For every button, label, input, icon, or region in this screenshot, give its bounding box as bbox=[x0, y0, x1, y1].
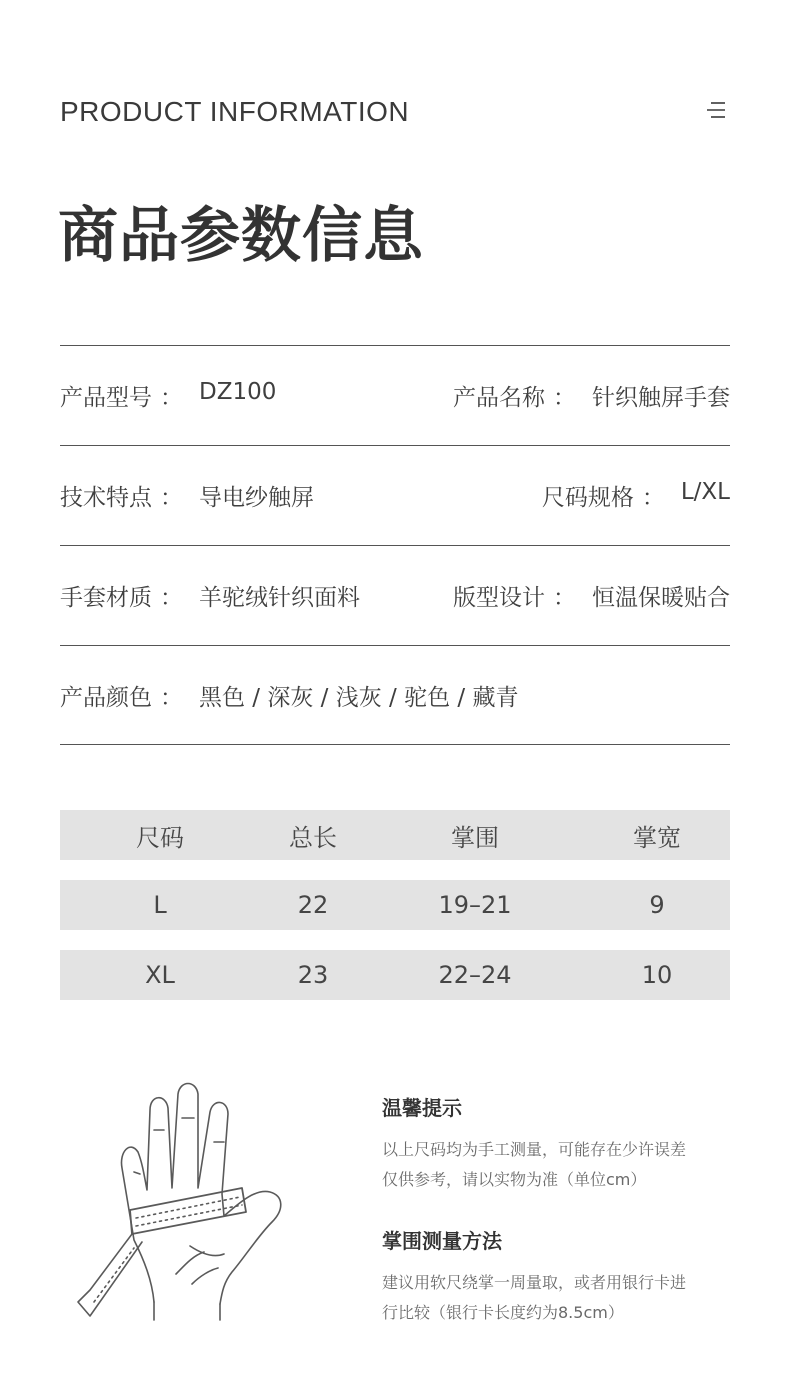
param-label: 产品颜色 bbox=[60, 684, 152, 711]
param-value: 导电纱触屏 bbox=[199, 485, 314, 511]
param-separator: ： bbox=[160, 585, 183, 611]
param-label: 尺码规格 bbox=[541, 485, 634, 511]
method-block bbox=[382, 1225, 727, 1328]
section-eyebrow: PRODUCT INFORMATION bbox=[60, 96, 410, 127]
menu-lines-icon[interactable] bbox=[705, 101, 727, 119]
param-tech bbox=[60, 479, 314, 512]
param-row bbox=[60, 545, 730, 645]
param-separator: ： bbox=[160, 385, 183, 411]
table-row bbox=[60, 950, 730, 1000]
method-line: 建议用软尺绕掌一周量取，或者用银行卡进 bbox=[382, 1273, 687, 1292]
table-header-cell: 掌宽 bbox=[633, 823, 681, 852]
table-cell: XL bbox=[145, 961, 175, 989]
param-value: 恒温保暖贴合 bbox=[592, 585, 730, 611]
notice-block bbox=[382, 1092, 727, 1195]
param-separator: ： bbox=[553, 585, 576, 611]
product-params bbox=[60, 345, 730, 745]
param-row bbox=[60, 445, 730, 545]
param-value: 针织触屏手套 bbox=[592, 385, 730, 411]
param-label: 版型设计 bbox=[453, 585, 545, 611]
param-name bbox=[453, 379, 730, 412]
table-cell: 10 bbox=[641, 961, 673, 989]
table-header-cell: 尺码 bbox=[136, 823, 184, 852]
method-heading: 掌围测量方法 bbox=[382, 1229, 502, 1253]
param-label: 产品型号 bbox=[60, 385, 152, 411]
table-header-cell: 掌围 bbox=[451, 823, 499, 852]
param-label: 技术特点 bbox=[60, 485, 152, 511]
table-row bbox=[60, 880, 730, 930]
table-cell: 9 bbox=[649, 891, 665, 919]
param-value: L/XL bbox=[680, 479, 730, 505]
param-value: 黑色 / 深灰 / 浅灰 / 驼色 / 藏青 bbox=[199, 684, 519, 711]
param-material bbox=[60, 579, 360, 612]
size-table bbox=[60, 810, 730, 1020]
size-table-header bbox=[60, 810, 730, 860]
param-fit bbox=[453, 579, 730, 612]
table-header-cell: 总长 bbox=[289, 823, 337, 852]
method-line: 行比较（银行卡长度约为8.5cm） bbox=[382, 1303, 624, 1322]
param-label: 产品名称 bbox=[453, 385, 545, 411]
param-value: 羊驼绒针织面料 bbox=[199, 585, 360, 611]
page-title: 商品参数信息 bbox=[58, 201, 424, 271]
table-cell: L bbox=[153, 891, 167, 919]
table-cell: 22 bbox=[297, 891, 329, 919]
param-separator: ： bbox=[553, 385, 576, 411]
param-separator: ： bbox=[641, 485, 665, 511]
notice-heading: 温馨提示 bbox=[382, 1096, 462, 1120]
param-sizes bbox=[542, 479, 730, 512]
param-colors bbox=[60, 679, 518, 712]
param-model bbox=[60, 379, 276, 412]
hand-measuring-tape-icon bbox=[72, 1070, 312, 1330]
param-separator: ： bbox=[160, 684, 183, 711]
notice-line: 以上尺码均为手工测量，可能存在少许误差 bbox=[382, 1140, 687, 1159]
param-label: 手套材质 bbox=[60, 585, 152, 611]
table-cell: 23 bbox=[297, 961, 329, 989]
param-row bbox=[60, 645, 730, 745]
param-separator: ： bbox=[160, 485, 183, 511]
table-cell: 22–24 bbox=[438, 961, 512, 989]
notice-line: 仅供参考，请以实物为准（单位cm） bbox=[382, 1170, 647, 1189]
table-cell: 19–21 bbox=[438, 891, 512, 919]
param-row bbox=[60, 345, 730, 445]
param-value: DZ100 bbox=[199, 379, 277, 405]
